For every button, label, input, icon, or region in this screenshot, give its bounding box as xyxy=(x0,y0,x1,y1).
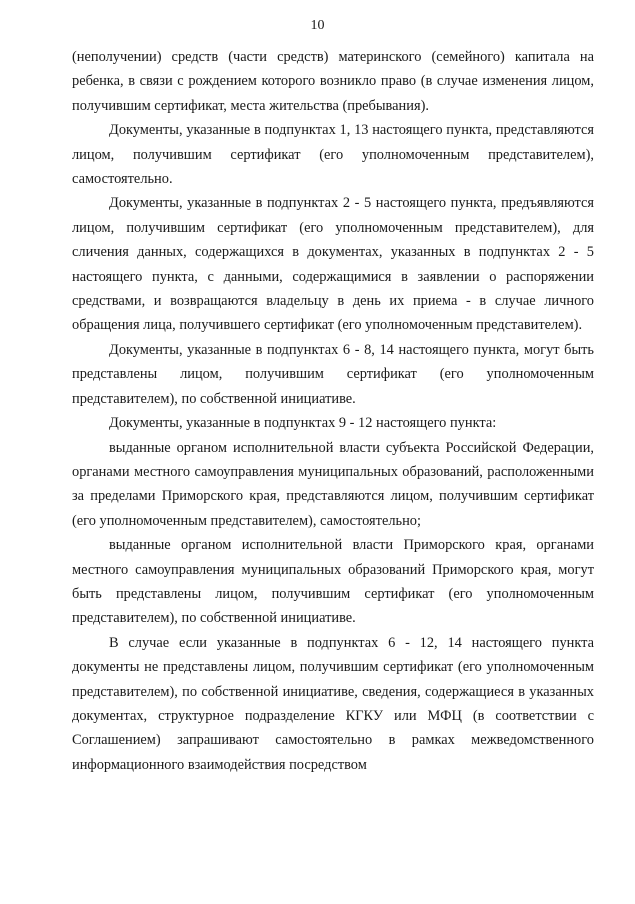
paragraph-issued-primorsky: выданные органом исполнительной власти Приморского края, органами местного самоуправления муниципальных образований Приморского края, могут быть представлены лицом, получившим сертификат (его уполномоченным представителем), по собственной инициативе. xyxy=(72,537,594,627)
paragraph-documents-1-13: Документы, указанные в подпунктах 1, 13 настоящего пункта, представляются лицом, получившим сертификат (его уполномоченным представителем), самостоятельно. xyxy=(72,122,594,188)
paragraph-documents-6-8-14: Документы, указанные в подпунктах 6 - 8, 14 настоящего пункта, могут быть представлены лицом, получившим сертификат (его уполномоченным представителем), по собственной инициативе. xyxy=(72,341,594,407)
page-number: 10 xyxy=(310,18,325,33)
paragraph-interagency-request: В случае если указанные в подпунктах 6 - 12, 14 настоящего пункта документы не представлены лицом, получившим сертификат (его уполномоченным представителем), по собственной инициативе, сведения, содержащиеся в указанных документах, структурное подразделение КГКУ или МФЦ (в соответствии с Соглашением) запрашивают самостоятельно в рамках межведомственного информационного взаимодействия посредством xyxy=(72,634,594,773)
paragraph-documents-2-5: Документы, указанные в подпунктах 2 - 5 настоящего пункта, предъявляются лицом, получившим сертификат (его уполномоченным представителем), для сличения данных, содержащихся в документах, указанных в подпунктах 2 - 5 настоящего пункта, с данными, содержащимися в заявлении о распоряжении средствами, и возвращаются владельцу в день их приема - в случае личного обращения лица, получившего сертификат (его уполномоченным представителем). xyxy=(72,195,594,334)
paragraph-continuation: (неполучении) средств (части средств) материнского (семейного) капитала на ребенка, в связи с рождением которого возникло право (в случае изменения лицом, получившим сертификат, места жительства (пребывания). xyxy=(72,49,594,114)
paragraph-documents-9-12: Документы, указанные в подпунктах 9 - 12 настоящего пункта: xyxy=(109,415,497,432)
document-body xyxy=(72,45,594,777)
paragraph-issued-outside-region: выданные органом исполнительной власти субъекта Российской Федерации, органами местного самоуправления муниципальных образований, расположенными за пределами Приморского края, представляются лицом, получившим сертификат (его уполномоченным представителем), самостоятельно; xyxy=(72,439,594,529)
